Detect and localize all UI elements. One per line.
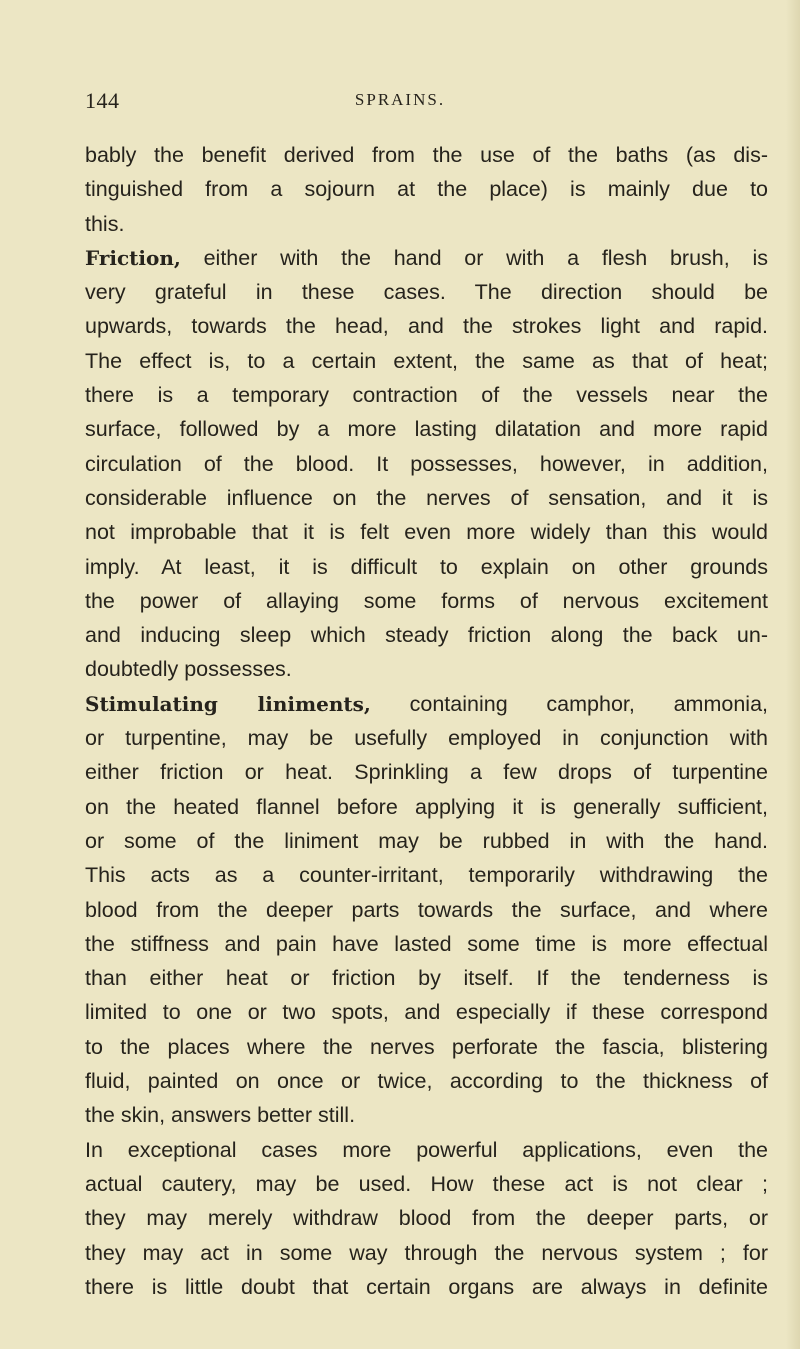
text-line: to the places where the nerves perforate the fascia, blistering [85, 1034, 768, 1059]
text-line: there is a temporary contraction of the vessels near the [85, 383, 768, 408]
text-line: containing camphor, ammonia, [409, 691, 768, 716]
text-line: considerable influence on the nerves of sensation, and it is [85, 485, 768, 510]
text-line: than either heat or friction by itself. If the tenderness is [85, 966, 768, 991]
text-line: This acts as a counter-irritant, temporarily withdrawing the [85, 863, 768, 888]
text-line: blood from the deeper parts towards the surface, and where [85, 897, 768, 922]
paragraph-friction-first-line [85, 241, 768, 275]
text-line: they may act in some way through the nervous system ; for [85, 1240, 768, 1265]
text-line: this. [85, 211, 125, 236]
text-line: imply. At least, it is difficult to explain on other grounds [85, 554, 768, 579]
text-line: tinguished from a sojourn at the place) is mainly due to [85, 177, 768, 202]
running-head [0, 88, 800, 116]
text-line: the skin, answers better still. [85, 1103, 356, 1128]
page-number: 144 [85, 88, 120, 113]
text-line: fluid, painted on once or twice, according to the thickness of [85, 1069, 768, 1094]
text-line: surface, followed by a more lasting dilatation and more rapid [85, 417, 768, 442]
text-line: the power of allaying some forms of nervous excitement [85, 588, 768, 613]
text-line: circulation of the blood. It possesses, however, in addition, [85, 451, 768, 476]
text-line: actual cautery, may be used. How these act is not clear ; [85, 1171, 768, 1196]
text-line: limited to one or two spots, and especially if these correspond [85, 1000, 768, 1025]
lead-in-friction: Friction, [85, 245, 181, 270]
text-line: or some of the liniment may be rubbed in with the hand. [85, 828, 768, 853]
lead-in-liniments: Stimulating liniments, [85, 691, 371, 716]
text-line: very grateful in these cases. The direction should be [85, 280, 768, 305]
text-line: not improbable that it is felt even more widely than this would [85, 520, 768, 545]
text-line: they may merely withdraw blood from the deeper parts, or [85, 1206, 768, 1231]
text-line: either with the hand or with a flesh brush, is [203, 245, 768, 270]
text-line: or turpentine, may be usefully employed in conjunction with [85, 726, 768, 751]
text-line: either friction or heat. Sprinkling a few drops of turpentine [85, 760, 768, 785]
text-line: and inducing sleep which steady friction along the back un- [85, 623, 768, 648]
text-line: bably the benefit derived from the use of the baths (as dis- [85, 143, 768, 167]
text-line: doubtedly possesses. [85, 657, 292, 682]
text-line: there is little doubt that certain organs are always in definite [85, 1274, 768, 1299]
running-title: SPRAINS. [354, 90, 446, 109]
text-line: In exceptional cases more powerful applications, even the [85, 1137, 768, 1162]
text-body [85, 138, 768, 1304]
text-line: The effect is, to a certain extent, the same as that of heat; [85, 348, 768, 373]
text-line: on the heated flannel before applying it is generally sufficient, [85, 794, 768, 819]
paragraph-liniments-first-line [85, 687, 768, 721]
text-line: upwards, towards the head, and the strokes light and rapid. [85, 314, 768, 339]
page-edge-shadow [786, 0, 800, 1349]
text-line: the stiffness and pain have lasted some time is more effectual [85, 931, 768, 956]
